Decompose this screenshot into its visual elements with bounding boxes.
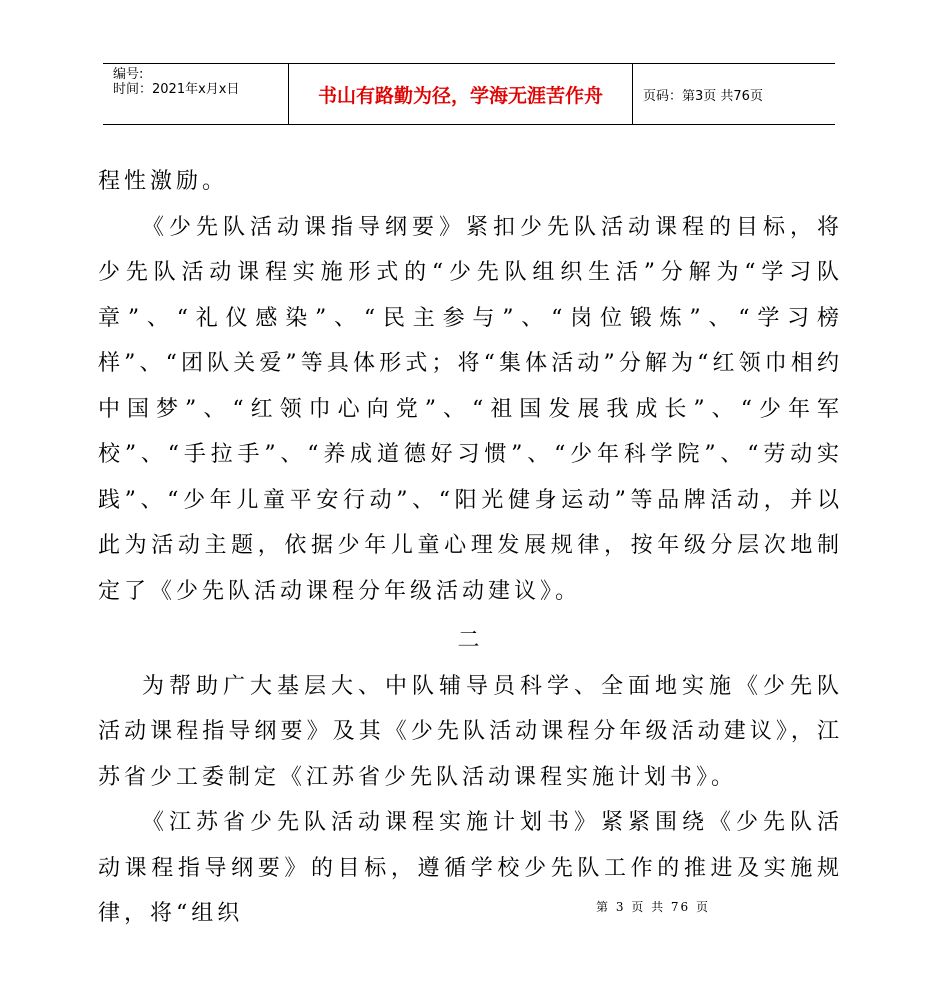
- paragraph: 为帮助广大基层大、中队辅导员科学、全面地实施《少先队活动课程指导纲要》及其《少先队活动课程分年级活动建议》，江苏省少工委制定《江苏省少先队活动课程实施计划书》。: [98, 673, 843, 790]
- page-footer: 第 3 页 共 76 页: [596, 900, 710, 914]
- document-body: [98, 159, 843, 937]
- page-header: [103, 63, 835, 125]
- paragraph: 《少先队活动课指导纲要》紧扣少先队活动课程的目标，将少先队活动课程实施形式的“少先队组织生活”分解为“学习队章”、“礼仪感染”、“民主参与”、“岗位锻炼”、“学习榜样”、“团队关爱”等具体形式；将“集体活动”分解为“红领巾相约中国梦”、“红领巾心向党”、“祖国发展我成长”、“少年军校”、“手拉手”、“养成道德好习惯”、“少年科学院”、“劳动实践”、“少年儿童平安行动”、“阳光健身运动”等品牌活动，并以此为活动主题，依据少年儿童心理发展规律，按年级分层次地制定了《少先队活动课程分年级活动建议》。: [98, 214, 843, 604]
- header-meta: [103, 64, 289, 124]
- document-time: 时间：2021年x月x日: [113, 82, 240, 97]
- paragraph-continuation: 程性激励。: [98, 169, 229, 194]
- header-page-info: 页码：第3页 共76页: [643, 88, 763, 104]
- section-heading: 二: [457, 628, 484, 653]
- paragraph: 《江苏省少先队活动课程实施计划书》紧紧围绕《少先队活动课程指导纲要》的目标，遵循学校少先队工作的推进及实施规律，将“组织: [98, 810, 843, 926]
- header-motto: 书山有路勤为径，学海无涯苦作舟: [289, 64, 633, 124]
- document-number-label: 编号:: [113, 67, 144, 82]
